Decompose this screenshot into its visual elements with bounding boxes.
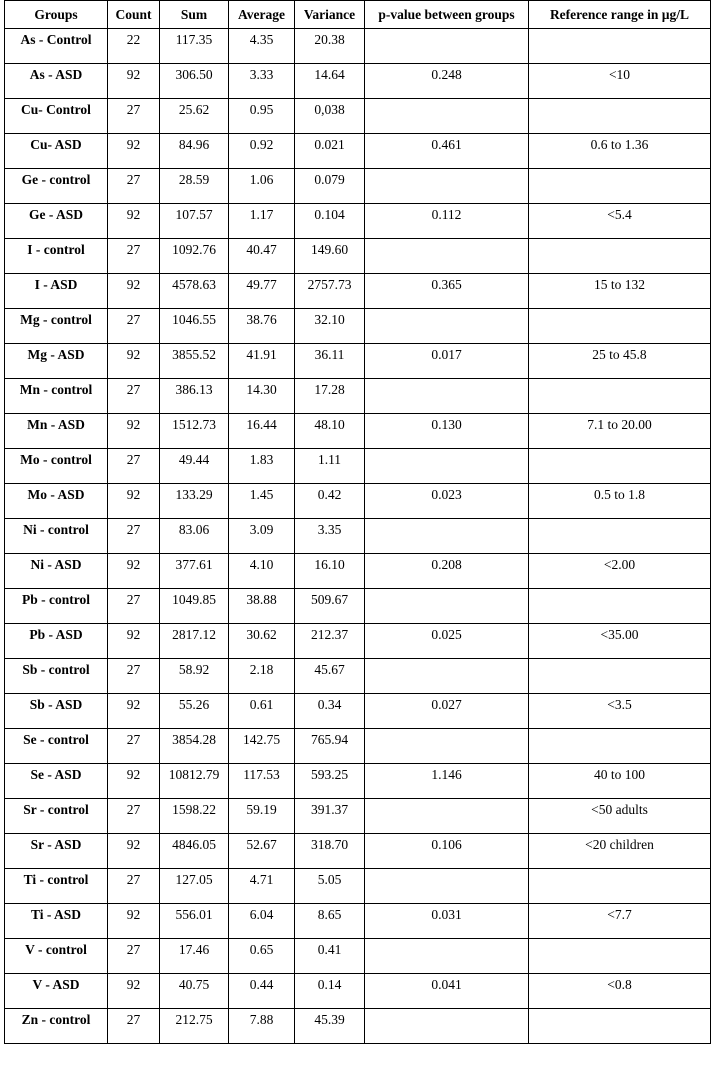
cell-reference-range: <10 [529, 64, 711, 99]
cell-p-value [365, 99, 529, 134]
cell-average: 2.18 [229, 659, 295, 694]
cell-average: 7.88 [229, 1009, 295, 1044]
cell-group: Mo - ASD [5, 484, 108, 519]
cell-variance: 8.65 [295, 904, 365, 939]
cell-count: 27 [108, 449, 160, 484]
cell-p-value: 0.027 [365, 694, 529, 729]
cell-variance: 0,038 [295, 99, 365, 134]
table-row [5, 344, 711, 379]
cell-sum: 107.57 [160, 204, 229, 239]
table-row [5, 764, 711, 799]
cell-reference-range [529, 1009, 711, 1044]
cell-sum: 17.46 [160, 939, 229, 974]
cell-p-value: 0.365 [365, 274, 529, 309]
cell-reference-range: <7.7 [529, 904, 711, 939]
cell-average: 6.04 [229, 904, 295, 939]
cell-variance: 45.39 [295, 1009, 365, 1044]
cell-p-value [365, 799, 529, 834]
cell-average: 49.77 [229, 274, 295, 309]
cell-reference-range [529, 169, 711, 204]
cell-group: Ge - control [5, 169, 108, 204]
table-row [5, 1009, 711, 1044]
cell-sum: 49.44 [160, 449, 229, 484]
cell-sum: 58.92 [160, 659, 229, 694]
cell-count: 27 [108, 519, 160, 554]
cell-reference-range [529, 869, 711, 904]
table-row [5, 99, 711, 134]
table-row [5, 169, 711, 204]
header-average: Average [229, 1, 295, 29]
cell-count: 92 [108, 554, 160, 589]
table-row [5, 659, 711, 694]
cell-group: Mg - control [5, 309, 108, 344]
cell-p-value [365, 239, 529, 274]
cell-p-value [365, 869, 529, 904]
table-row [5, 729, 711, 764]
cell-p-value [365, 169, 529, 204]
cell-sum: 1512.73 [160, 414, 229, 449]
cell-sum: 1046.55 [160, 309, 229, 344]
cell-sum: 28.59 [160, 169, 229, 204]
cell-group: Pb - control [5, 589, 108, 624]
cell-reference-range: <50 adults [529, 799, 711, 834]
cell-sum: 3854.28 [160, 729, 229, 764]
cell-average: 14.30 [229, 379, 295, 414]
cell-reference-range: <5.4 [529, 204, 711, 239]
cell-sum: 1092.76 [160, 239, 229, 274]
cell-p-value [365, 939, 529, 974]
cell-sum: 4578.63 [160, 274, 229, 309]
cell-count: 27 [108, 239, 160, 274]
cell-variance: 0.42 [295, 484, 365, 519]
cell-reference-range: 7.1 to 20.00 [529, 414, 711, 449]
header-p-value: p-value between groups [365, 1, 529, 29]
cell-group: Sb - ASD [5, 694, 108, 729]
cell-group: Se - control [5, 729, 108, 764]
cell-count: 27 [108, 939, 160, 974]
cell-sum: 127.05 [160, 869, 229, 904]
table-row [5, 484, 711, 519]
cell-count: 92 [108, 64, 160, 99]
cell-group: V - control [5, 939, 108, 974]
cell-group: Sr - control [5, 799, 108, 834]
cell-reference-range: <0.8 [529, 974, 711, 1009]
cell-group: Ge - ASD [5, 204, 108, 239]
cell-p-value: 1.146 [365, 764, 529, 799]
cell-group: Zn - control [5, 1009, 108, 1044]
cell-reference-range: 0.5 to 1.8 [529, 484, 711, 519]
cell-reference-range [529, 29, 711, 64]
cell-count: 92 [108, 344, 160, 379]
cell-average: 3.33 [229, 64, 295, 99]
table-row [5, 134, 711, 169]
cell-count: 27 [108, 1009, 160, 1044]
cell-average: 0.95 [229, 99, 295, 134]
cell-count: 27 [108, 169, 160, 204]
table-row [5, 554, 711, 589]
cell-p-value [365, 379, 529, 414]
table-row [5, 904, 711, 939]
cell-average: 1.45 [229, 484, 295, 519]
cell-sum: 3855.52 [160, 344, 229, 379]
cell-p-value: 0.025 [365, 624, 529, 659]
cell-p-value [365, 309, 529, 344]
cell-reference-range: <35.00 [529, 624, 711, 659]
cell-sum: 1598.22 [160, 799, 229, 834]
cell-group: Mn - control [5, 379, 108, 414]
cell-count: 27 [108, 869, 160, 904]
cell-reference-range [529, 379, 711, 414]
cell-group: Sr - ASD [5, 834, 108, 869]
cell-count: 92 [108, 204, 160, 239]
cell-group: Mo - control [5, 449, 108, 484]
cell-p-value: 0.112 [365, 204, 529, 239]
cell-group: As - Control [5, 29, 108, 64]
cell-group: I - ASD [5, 274, 108, 309]
header-sum: Sum [160, 1, 229, 29]
cell-reference-range [529, 519, 711, 554]
cell-variance: 1.11 [295, 449, 365, 484]
cell-sum: 25.62 [160, 99, 229, 134]
cell-reference-range: <2.00 [529, 554, 711, 589]
cell-sum: 117.35 [160, 29, 229, 64]
cell-average: 0.65 [229, 939, 295, 974]
cell-average: 0.44 [229, 974, 295, 1009]
cell-count: 92 [108, 484, 160, 519]
header-groups: Groups [5, 1, 108, 29]
cell-group: Mn - ASD [5, 414, 108, 449]
cell-count: 27 [108, 309, 160, 344]
cell-variance: 318.70 [295, 834, 365, 869]
cell-average: 3.09 [229, 519, 295, 554]
table-row [5, 939, 711, 974]
cell-p-value: 0.208 [365, 554, 529, 589]
cell-average: 142.75 [229, 729, 295, 764]
cell-average: 1.06 [229, 169, 295, 204]
cell-p-value [365, 589, 529, 624]
cell-average: 41.91 [229, 344, 295, 379]
cell-variance: 17.28 [295, 379, 365, 414]
cell-reference-range [529, 729, 711, 764]
cell-variance: 0.104 [295, 204, 365, 239]
cell-count: 27 [108, 379, 160, 414]
cell-average: 16.44 [229, 414, 295, 449]
cell-group: As - ASD [5, 64, 108, 99]
cell-variance: 36.11 [295, 344, 365, 379]
cell-sum: 2817.12 [160, 624, 229, 659]
table-row [5, 694, 711, 729]
cell-count: 22 [108, 29, 160, 64]
cell-count: 92 [108, 274, 160, 309]
cell-p-value: 0.031 [365, 904, 529, 939]
cell-p-value: 0.023 [365, 484, 529, 519]
cell-reference-range [529, 239, 711, 274]
cell-group: Mg - ASD [5, 344, 108, 379]
cell-group: Se - ASD [5, 764, 108, 799]
cell-group: Sb - control [5, 659, 108, 694]
cell-sum: 4846.05 [160, 834, 229, 869]
cell-p-value: 0.130 [365, 414, 529, 449]
cell-variance: 765.94 [295, 729, 365, 764]
cell-reference-range: 40 to 100 [529, 764, 711, 799]
cell-group: Cu- Control [5, 99, 108, 134]
cell-reference-range: 25 to 45.8 [529, 344, 711, 379]
table-row [5, 519, 711, 554]
cell-reference-range: 15 to 132 [529, 274, 711, 309]
cell-average: 59.19 [229, 799, 295, 834]
cell-group: Ti - ASD [5, 904, 108, 939]
cell-p-value [365, 659, 529, 694]
cell-p-value [365, 1009, 529, 1044]
table-row [5, 239, 711, 274]
cell-variance: 0.41 [295, 939, 365, 974]
cell-average: 52.67 [229, 834, 295, 869]
cell-average: 4.71 [229, 869, 295, 904]
cell-variance: 0.14 [295, 974, 365, 1009]
cell-p-value [365, 729, 529, 764]
cell-average: 38.88 [229, 589, 295, 624]
cell-sum: 386.13 [160, 379, 229, 414]
header-row [5, 1, 711, 29]
cell-average: 38.76 [229, 309, 295, 344]
cell-sum: 84.96 [160, 134, 229, 169]
header-reference-range: Reference range in µg/L [529, 1, 711, 29]
cell-variance: 509.67 [295, 589, 365, 624]
table-row [5, 974, 711, 1009]
cell-group: Ni - ASD [5, 554, 108, 589]
cell-count: 92 [108, 834, 160, 869]
cell-variance: 48.10 [295, 414, 365, 449]
trace-elements-table [4, 0, 711, 1044]
table-row [5, 799, 711, 834]
table-body [5, 29, 711, 1044]
cell-reference-range [529, 99, 711, 134]
cell-average: 0.92 [229, 134, 295, 169]
cell-group: Pb - ASD [5, 624, 108, 659]
cell-p-value [365, 29, 529, 64]
cell-variance: 0.079 [295, 169, 365, 204]
cell-p-value: 0.041 [365, 974, 529, 1009]
cell-group: Ni - control [5, 519, 108, 554]
cell-reference-range [529, 589, 711, 624]
cell-sum: 83.06 [160, 519, 229, 554]
cell-average: 40.47 [229, 239, 295, 274]
cell-sum: 1049.85 [160, 589, 229, 624]
table-row [5, 834, 711, 869]
cell-variance: 14.64 [295, 64, 365, 99]
cell-variance: 5.05 [295, 869, 365, 904]
cell-variance: 3.35 [295, 519, 365, 554]
table-row [5, 309, 711, 344]
table-row [5, 869, 711, 904]
cell-sum: 55.26 [160, 694, 229, 729]
header-variance: Variance [295, 1, 365, 29]
cell-p-value [365, 519, 529, 554]
cell-variance: 212.37 [295, 624, 365, 659]
cell-average: 1.83 [229, 449, 295, 484]
cell-reference-range: <20 children [529, 834, 711, 869]
cell-variance: 149.60 [295, 239, 365, 274]
cell-p-value: 0.106 [365, 834, 529, 869]
cell-sum: 40.75 [160, 974, 229, 1009]
cell-count: 92 [108, 974, 160, 1009]
cell-reference-range [529, 659, 711, 694]
cell-variance: 0.021 [295, 134, 365, 169]
cell-count: 92 [108, 134, 160, 169]
cell-sum: 212.75 [160, 1009, 229, 1044]
cell-reference-range [529, 449, 711, 484]
cell-sum: 133.29 [160, 484, 229, 519]
table-row [5, 274, 711, 309]
cell-group: Cu- ASD [5, 134, 108, 169]
cell-variance: 593.25 [295, 764, 365, 799]
cell-group: V - ASD [5, 974, 108, 1009]
cell-variance: 2757.73 [295, 274, 365, 309]
table-row [5, 624, 711, 659]
cell-count: 27 [108, 799, 160, 834]
cell-count: 27 [108, 659, 160, 694]
cell-sum: 306.50 [160, 64, 229, 99]
cell-variance: 391.37 [295, 799, 365, 834]
cell-average: 30.62 [229, 624, 295, 659]
cell-reference-range: 0.6 to 1.36 [529, 134, 711, 169]
cell-count: 27 [108, 729, 160, 764]
cell-average: 117.53 [229, 764, 295, 799]
cell-p-value [365, 449, 529, 484]
cell-count: 92 [108, 764, 160, 799]
cell-reference-range [529, 939, 711, 974]
cell-p-value: 0.017 [365, 344, 529, 379]
header-count: Count [108, 1, 160, 29]
cell-sum: 377.61 [160, 554, 229, 589]
cell-average: 0.61 [229, 694, 295, 729]
cell-p-value: 0.248 [365, 64, 529, 99]
cell-count: 92 [108, 694, 160, 729]
cell-count: 27 [108, 589, 160, 624]
cell-count: 27 [108, 99, 160, 134]
cell-variance: 45.67 [295, 659, 365, 694]
table-row [5, 64, 711, 99]
table-row [5, 449, 711, 484]
cell-count: 92 [108, 414, 160, 449]
cell-variance: 0.34 [295, 694, 365, 729]
cell-sum: 556.01 [160, 904, 229, 939]
cell-group: Ti - control [5, 869, 108, 904]
cell-average: 4.10 [229, 554, 295, 589]
cell-count: 92 [108, 904, 160, 939]
cell-reference-range [529, 309, 711, 344]
cell-variance: 20.38 [295, 29, 365, 64]
table-row [5, 379, 711, 414]
cell-average: 1.17 [229, 204, 295, 239]
cell-variance: 16.10 [295, 554, 365, 589]
cell-variance: 32.10 [295, 309, 365, 344]
table-row [5, 589, 711, 624]
cell-p-value: 0.461 [365, 134, 529, 169]
cell-sum: 10812.79 [160, 764, 229, 799]
cell-group: I - control [5, 239, 108, 274]
table-row [5, 414, 711, 449]
table-row [5, 29, 711, 64]
cell-reference-range: <3.5 [529, 694, 711, 729]
table-row [5, 204, 711, 239]
cell-average: 4.35 [229, 29, 295, 64]
cell-count: 92 [108, 624, 160, 659]
